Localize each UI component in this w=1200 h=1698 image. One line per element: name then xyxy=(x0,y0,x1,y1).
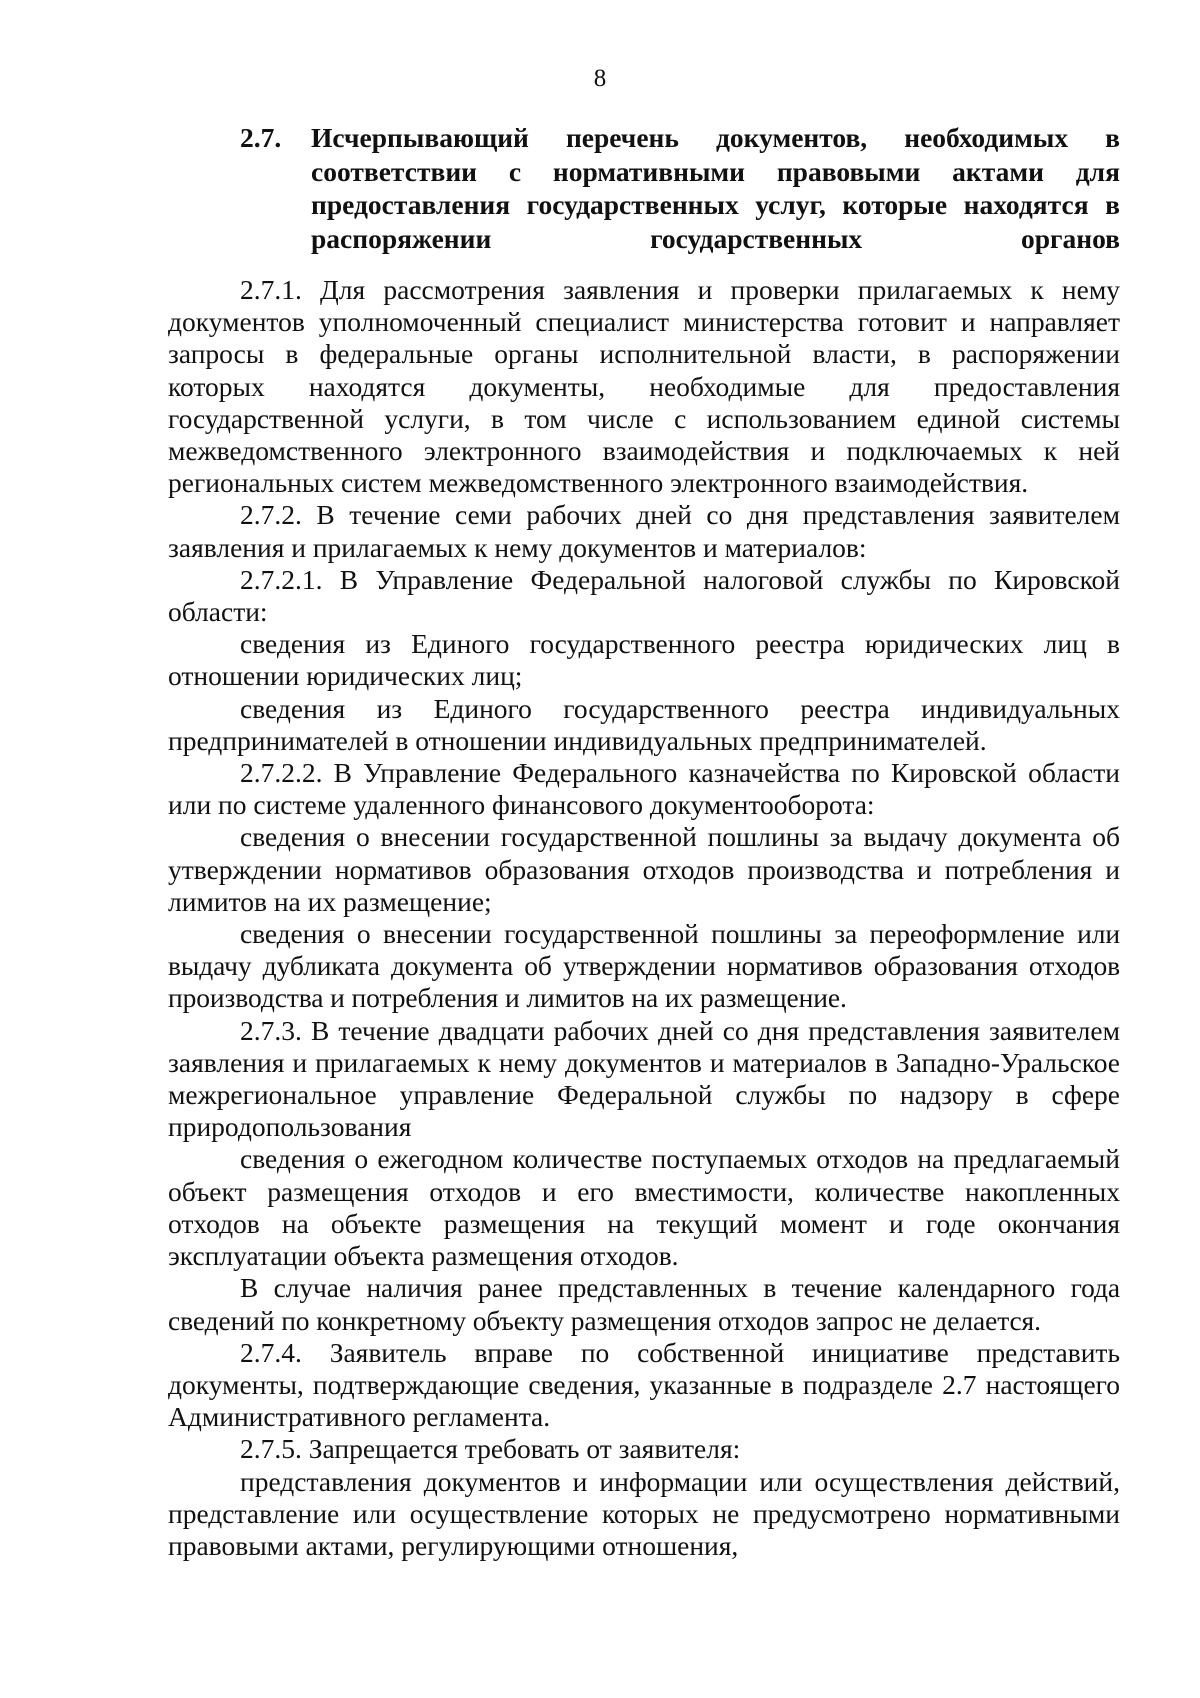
paragraph-2-7-2-1: 2.7.2.1. В Управление Федеральной налоговой службы по Кировской области: xyxy=(168,563,1120,628)
paragraph-2-7-4: 2.7.4. Заявитель вправе по собственной инициативе представить документы, подтверждающие сведения, указанные в подразделе 2.7 настоящего Административного регламента. xyxy=(168,1336,1120,1433)
paragraph-egrip: сведения из Единого государственного реестра индивидуальных предпринимателей в отношении индивидуальных предпринимателей. xyxy=(168,692,1120,756)
paragraph-2-7-1: 2.7.1. Для рассмотрения заявления и проверки прилагаемых к нему документов уполномоченный специалист министерства готовит и направляет запросы в федеральные органы исполнительной власти, в распоряжении которых находятся документы, необходимые для предоставления государственной услуги, в том числе с использованием единой системы межведомственного электронного взаимодействия и подключаемых к ней региональных систем межведомственного электронного взаимодействия. xyxy=(168,274,1120,499)
paragraph-waste-quantity: сведения о ежегодном количестве поступаемых отходов на предлагаемый объект размещения отходов и его вместимости, количестве накопленных отходов на объекте размещения на текущий момент и годе окончания эксплуатации объекта размещения отходов. xyxy=(168,1143,1120,1272)
paragraph-egrul: сведения из Единого государственного реестра юридических лиц в отношении юридических лиц; xyxy=(168,628,1120,692)
document-body xyxy=(168,274,1120,1562)
paragraph-2-7-2: 2.7.2. В течение семи рабочих дней со дня представления заявителем заявления и прилагаемых к нему документов и материалов: xyxy=(168,499,1120,563)
paragraph-2-7-2-2: 2.7.2.2. В Управление Федерального казначейства по Кировской области или по системе удаленного финансового документооборота: xyxy=(168,757,1120,821)
section-number: 2.7. xyxy=(240,122,282,153)
paragraph-prohibited-requirements: представления документов и информации или осуществления действий, представление или осуществление которых не предусмотрено нормативными правовыми актами, регулирующими отношения, xyxy=(168,1465,1120,1561)
section-heading xyxy=(240,121,1120,289)
section-title: Исчерпывающий перечень документов, необходимых в соответствии с нормативными правовыми актами для предоставления государственных услуг, которые находятся в распоряжении государственных органов xyxy=(311,122,1120,254)
paragraph-fee-issue: сведения о внесении государственной пошлины за выдачу документа об утверждении нормативов образования отходов производства и потребления и лимитов на их размещение; xyxy=(168,821,1120,917)
page-number: 8 xyxy=(593,65,607,92)
paragraph-fee-reissue: сведения о внесении государственной пошлины за переоформление или выдачу дубликата документа об утверждении нормативов образования отходов производства и потребления и лимитов на их размещение. xyxy=(168,918,1120,1014)
paragraph-2-7-5: 2.7.5. Запрещается требовать от заявителя: xyxy=(240,1433,741,1465)
paragraph-2-7-3: 2.7.3. В течение двадцати рабочих дней со дня представления заявителем заявления и прилагаемых к нему документов и материалов в Западно-Уральское межрегиональное управление Федеральной службы по надзору в сфере природопользования xyxy=(168,1014,1120,1143)
paragraph-no-request: В случае наличия ранее представленных в течение календарного года сведений по конкретному объекту размещения отходов запрос не делается. xyxy=(168,1272,1120,1336)
